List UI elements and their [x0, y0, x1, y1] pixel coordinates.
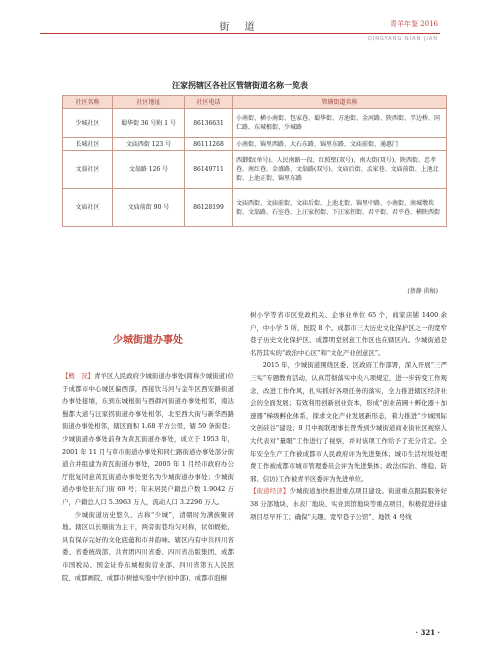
table-cell: 文庙西街 123 号 — [113, 138, 185, 151]
table-cell: 文庙西街、文庙前街、文庙后街、上池北街、锦里中路、小南街、南城墩坎街、文翁路、石室巷、上汪家拐街、下汪家拐街、君平街、君平巷、横陕西街 — [233, 189, 447, 227]
left-text-column — [62, 370, 234, 622]
table-cell: 少城社区 — [63, 109, 113, 138]
paragraph: 少城街道历史悠久，古称“少城”，清朝时为满族聚居地。辖区以长顺街为主干，两旁街巷均匀对称，状如蜈蚣，具有保存完好的文化底蕴和市井韵味。辖区内有中共四川省委、省委统战部、共青团四川省委、四川省出版集团、成都市国税局、国金证券东城根街营业部、四川省第五人民医院、成都画院、成都市树德实验中学(初中部)、成都市泡桐 — [62, 510, 234, 582]
table-cell: 文翁路 126 号 — [113, 151, 185, 189]
column-header: 社区名称 — [63, 96, 113, 109]
section-title: 少城街道办事处 — [113, 335, 183, 346]
paragraph — [250, 485, 447, 523]
table-cell: 86111268 — [185, 138, 233, 151]
column-header: 管辖街道名称 — [233, 96, 447, 109]
table-cell: 小南街、横小南街、包家巷、蜀华街、方池街、金河路、陕西街、半边桥、同仁路、东城根街、少城路 — [233, 109, 447, 138]
column-header: 社区地址 — [113, 96, 185, 109]
paragraph — [62, 370, 234, 509]
table-row — [63, 109, 447, 138]
paragraph: 树小学等省市区党政机关、企事业单位 65 个，商家店铺 1400 余户，中小学 5 所、医院 8 个。成都市三大历史文化保护区之一的宽窄巷子历史文化保护区、成都明堂创意工作区也在辖区内。少城街道是名符其实的“政治中心区”和“文化产业创意区”。 — [250, 311, 447, 357]
table-source-credit: (蔡静 供稿) — [407, 288, 438, 295]
table-cell: 文庙社区 — [63, 189, 113, 227]
table-title: 汪家拐辖区各社区管辖街道名称一览表 — [172, 80, 308, 90]
yearbook-name: 青羊年鉴 2016 — [389, 20, 438, 28]
table-cell: 86128199 — [185, 189, 233, 227]
paragraph-text: 青羊区人民政府少城街道办事处(简称少城街道)位于成都市中心城区偏西部，西接饮马河与金牛区西安路街道办事处接壤，东到东城根街与西御河街道办事处相邻，南达蜀都大道与汪家拐街道办事处相邻，北至西大街与新华西路街道办事处相邻，辖区面积 1.68 平方公里，辖 59 条街巷；少城街道办事处前身为黄瓦街道办事处，成立于 1953 年，2001 年 11 月与草市街道办事处和同仁路街道办事处部分街道合并组建为黄瓦街道办事处，2005 年 1 月经市政府办公厅批复同意黄瓦街道办事处更名为少城街道办事处；少城街道办事处驻东门街 69 号；年末居民户籍总户数 1.9042 万户，户籍总人口 5.3963 万人，流动人口 3.2296 万人。 — [62, 372, 234, 506]
page-number: · 321 · — [415, 628, 440, 637]
paragraph-tag: 【街道经济】 — [250, 487, 290, 496]
table-row — [63, 138, 447, 151]
table-row — [63, 189, 447, 227]
right-text-column — [250, 309, 447, 622]
yearbook-subtitle: QINGYANG NIAN JIAN — [367, 36, 438, 42]
table-row — [63, 151, 447, 189]
paragraph-tag: 【概 况】 — [62, 372, 95, 380]
table-cell: 文庙前街 90 号 — [113, 189, 185, 227]
table-cell: 86149711 — [185, 151, 233, 189]
header-title: 街 道 — [219, 22, 261, 33]
table-cell: 文翁社区 — [63, 151, 113, 189]
table-cell: 小南街、锦里西路、大石东路、锦里东路、文庙前街、通惠门 — [233, 138, 447, 151]
table-header-row — [63, 96, 447, 109]
table-cell: 西御街(单号)、人民南路一段、红照壁(双号)、南大街(双号)、陕西街、忠孝巷、南红巷、金盛路、文翁路(双号)、文庙后街、孟家巷、文庙前街、上池北街、上池正街、锦里东路 — [233, 151, 447, 189]
header-rule — [40, 33, 440, 34]
paragraph: 2015 年，少城街道围绕区委、区政府工作部署，深入开展“三严三实”专题教育活动，认真贯彻落实中央八项规定，进一步转变工作观念，改进工作作风，扎实抓好各项任务的落实，全力推进辖区经济社会的全面发展；有效利用创新创业资本，形成“创业苗圃＋孵化器＋加速器”梯级孵化体系，探求文化产业发展新形态，着力推进“少城国际文创硅谷”建设；9 月中视联理事长曾秀到少城街道商业街社区视察人大代表对“量眼”工作进行了视察，并对该项工作给予了充分肯定。全年安全生产工作被成都市人民政府评为先进集体；城市生活垃圾处理费工作被成都市城市管理委员会评为先进集体；政法(综治、维稳、防邪、信访)工作被青羊区委评为先进单位。 — [250, 361, 447, 483]
table-cell: 蜀华街 36 号附 1 号 — [113, 109, 185, 138]
paragraph-text: 少城街道加快推进重点项目建设。街道重点跟踪服务好 38 分部地块、水表厂地块、实业宾馆地块等重点项目，积极促进待建项目尽早开工；确保“天趣、宽窄巷子公馆”、地铁 4 号线 — [250, 487, 447, 521]
column-header: 社区电话 — [185, 96, 233, 109]
table-cell: 86136631 — [185, 109, 233, 138]
table-cell: 长城社区 — [63, 138, 113, 151]
community-streets-table — [62, 95, 447, 227]
